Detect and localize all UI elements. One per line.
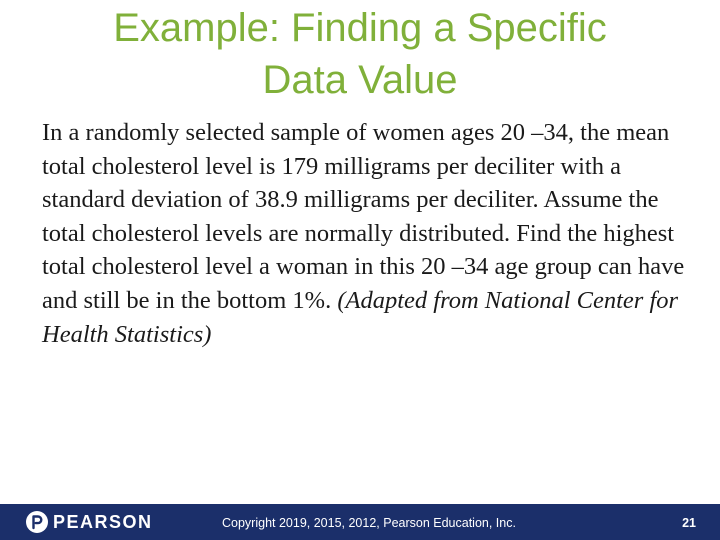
slide-title bbox=[20, 2, 700, 106]
body-text: In a randomly selected sample of women ages 20 –34, the mean total cholesterol level is 179 milligrams per deciliter with a standard deviation of 38.9 milligrams per deciliter. Assume the total cholesterol levels are normally distributed. Find the highest total cholesterol level a woman in this 20 –34 age group can have and still be in the bottom 1%. bbox=[42, 119, 685, 314]
slide-title-line-2: Data Value bbox=[262, 58, 458, 102]
copyright-notice: Copyright 2019, 2015, 2012, Pearson Education, Inc. bbox=[222, 516, 516, 530]
slide-title-line-1: Example: Finding a Specific bbox=[113, 6, 607, 50]
page-number: 21 bbox=[682, 516, 696, 530]
pearson-logo bbox=[26, 511, 153, 533]
slide-body bbox=[42, 116, 692, 351]
footer-bar bbox=[0, 504, 720, 540]
pearson-logo-icon bbox=[26, 511, 48, 533]
logo-text: PEARSON bbox=[53, 512, 153, 532]
source-citation: (Adapted from National Center for Health Statistics) bbox=[42, 286, 679, 348]
